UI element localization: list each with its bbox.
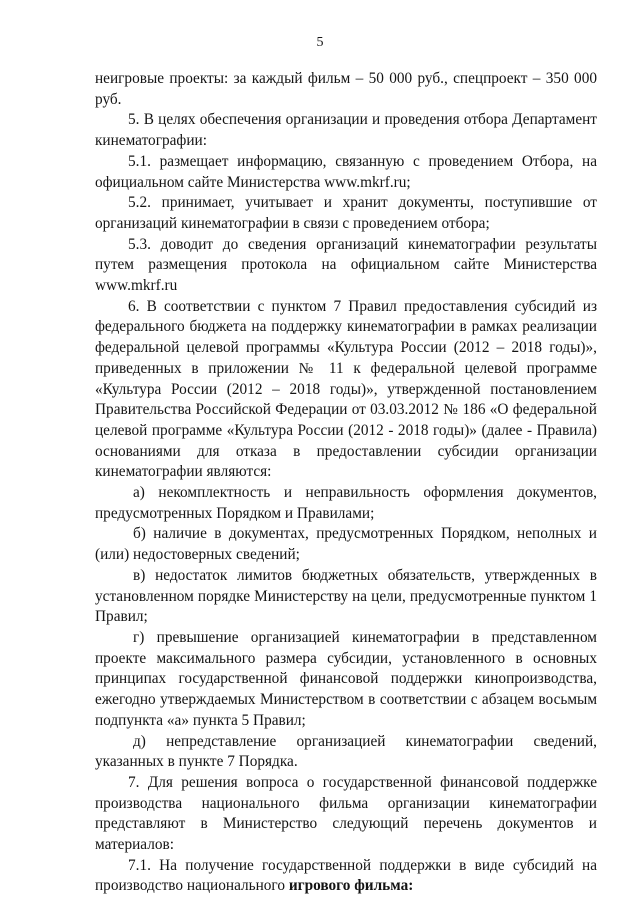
paragraph-6-b: б) наличие в документах, предусмотренных Порядком, неполных и (или) недостоверных сведений; — [95, 525, 597, 564]
paragraph-5-1: 5.1. размещает информацию, связанную с проведением Отбора, на официальном сайте Министерства www.mkrf.ru; — [95, 152, 597, 191]
paragraph-7-1-bold: игрового фильма: — [288, 877, 414, 895]
paragraph-continuation: неигровые проекты: за каждый фильм – 50 000 руб., спецпроект – 350 000 руб. — [95, 70, 597, 108]
paragraph-7: 7. Для решения вопроса о государственной финансовой поддержке производства национального фильма организации кинематографии представляют в Министерство следующий перечень документов и материалов: — [95, 773, 597, 854]
paragraph-5: 5. В целях обеспечения организации и проведения отбора Департамент кинематографии: — [95, 111, 597, 150]
document-body — [95, 69, 597, 897]
paragraph-6-v: в) недостаток лимитов бюджетных обязательств, утвержденных в установленном порядке Министерству на цели, предусмотренные пунктом 1 Правил; — [95, 566, 597, 626]
paragraph-6-a: а) некомплектность и неправильность оформления документов, предусмотренных Порядком и Правилами; — [95, 484, 597, 522]
paragraph-7-1-text: 7.1. На получение государственной поддержки в виде субсидий на производство национального — [95, 856, 597, 895]
paragraph-6-d: д) непредставление организацией кинематографии сведений, указанных в пункте 7 Порядка. — [95, 732, 597, 771]
page-number: 5 — [316, 35, 324, 50]
paragraph-7-1 — [95, 856, 597, 897]
paragraph-5-2: 5.2. принимает, учитывает и хранит документы, поступившие от организаций кинематографии в связи с проведением отбора; — [95, 194, 597, 232]
paragraph-6-g: г) превышение организацией кинематографии в представленном проекте максимального размера субсидии, установленного в основных принципах государственной финансовой поддержки кинопроизводства, ежегодно утверждаемых Министерством в соответствии с абзацем восьмым подпункта «а» пункта 5 Правил; — [95, 628, 597, 729]
paragraph-6: 6. В соответствии с пунктом 7 Правил предоставления субсидий из федерального бюджета на поддержку кинематографии в рамках реализации федеральной целевой программы «Культура России (2012 – 2018 годы)», приведенных в приложении № 11 к федеральной целевой программе «Культура России (2012 – 2018 годы)», утвержденной постановлением Правительства Российской Федерации от 03.03.2012 № 186 «О федеральной целевой программе «Культура России (2012 - 2018 годы)» (далее - Правила) основаниями для отказа в предоставлении субсидии организации кинематографии являются: — [95, 297, 597, 481]
paragraph-5-3: 5.3. доводит до сведения организаций кинематографии результаты путем размещения протокола на официальном сайте Министерства www.mkrf.ru — [95, 235, 597, 295]
